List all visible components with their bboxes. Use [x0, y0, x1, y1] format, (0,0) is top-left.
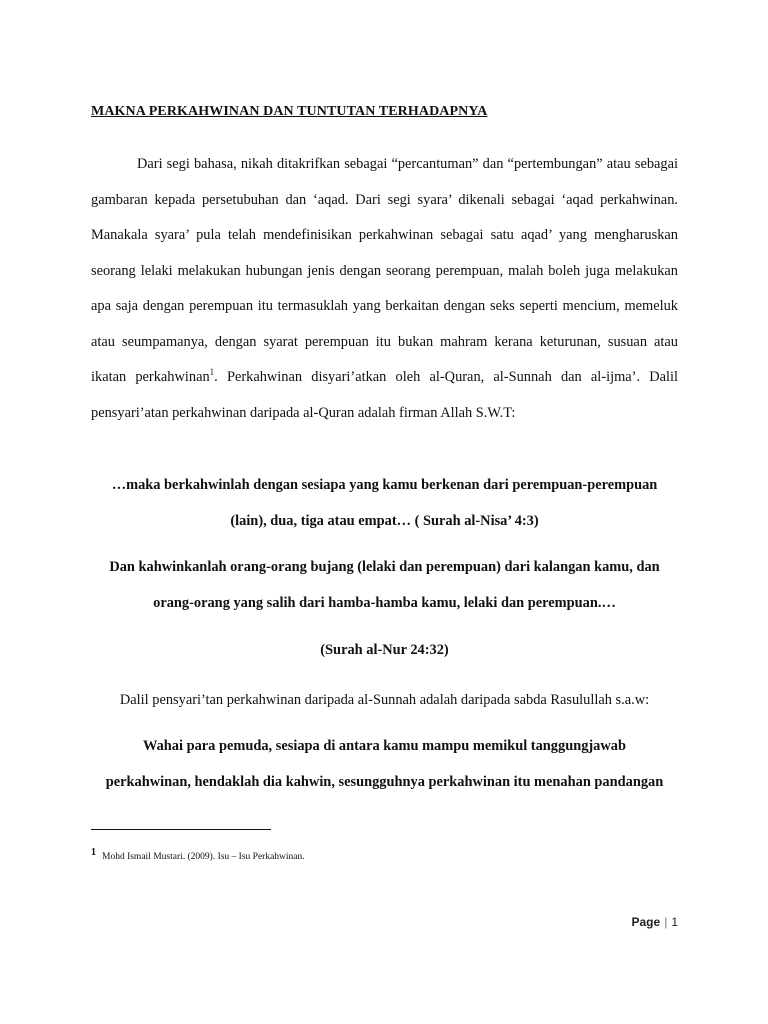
quote-line: Dan kahwinkanlah orang-orang bujang (lelaki dan perempuan) dari kalangan kamu, dan [109, 559, 660, 575]
page-number-footer [632, 915, 679, 929]
quote-line: perkahwinan, hendaklah dia kahwin, sesungguhnya perkahwinan itu menahan pandangan [105, 773, 664, 790]
quote-line: (lain), dua, tiga atau empat… ( Surah al-Nisa’ 4:3) [230, 512, 539, 529]
sunnah-intro-line: Dalil pensyari’tan perkahwinan daripada al-Sunnah adalah daripada sabda Rasulullah s.a.w: [119, 692, 650, 708]
quran-quote-nisa [91, 468, 678, 539]
hadith-quote [91, 729, 678, 800]
page-number: 1 [671, 915, 678, 929]
quote-line: …maka berkahwinlah dengan sesiapa yang kamu berkenan dari perempuan-perempuan [111, 477, 658, 493]
quote-line: orang-orang yang salih dari hamba-hamba kamu, lelaki dan perempuan.… [153, 594, 616, 611]
footnote [91, 846, 305, 862]
quote-line: Wahai para pemuda, sesiapa di antara kamu mampu memikul tanggungjawab [143, 738, 626, 754]
body-paragraph [91, 147, 678, 431]
footnote-number: 1 [91, 846, 96, 858]
footnote-reference[interactable]: 1 [209, 367, 215, 378]
paragraph-text-part2: . Perkahwinan disyari’atkan oleh al-Quran, al-Sunnah dan al-ijma’. Dalil pensyari’atan perkahwinan daripada al-Quran adalah firman Allah S.W.T: [91, 369, 678, 421]
footnote-separator [91, 829, 271, 830]
footnote-text: Mohd Ismail Mustari. (2009). Isu – Isu Perkahwinan. [102, 852, 305, 862]
quran-quote-nur [91, 550, 678, 621]
quran-quote-reference: (Surah al-Nur 24:32) [320, 642, 449, 658]
document-heading: MAKNA PERKAHWINAN DAN TUNTUTAN TERHADAPNYA [91, 104, 488, 119]
paragraph-text-part1: Dari segi bahasa, nikah ditakrifkan sebagai “percantuman” dan “pertembungan” atau sebagai gambaran kepada persetubuhan dan ‘aqad. Dari segi syara’ dikenali sebagai ‘aqad perkahwinan. Manakala syara’ pula telah mendefinisikan perkahwinan sebagai satu aqad’ yang mengharuskan seorang lelaki melakukan hubungan jenis dengan seorang perempuan, malah boleh juga melakukan apa saja dengan perempuan itu termasuklah yang berkaitan dengan seks seperti mencium, memeluk atau seumpamanya, dengan syarat perempuan itu bukan mahram kerana keturunan, susuan atau ikatan perkahwinan [91, 156, 678, 385]
page-label: Page [631, 915, 661, 929]
page-separator: | [664, 915, 668, 929]
